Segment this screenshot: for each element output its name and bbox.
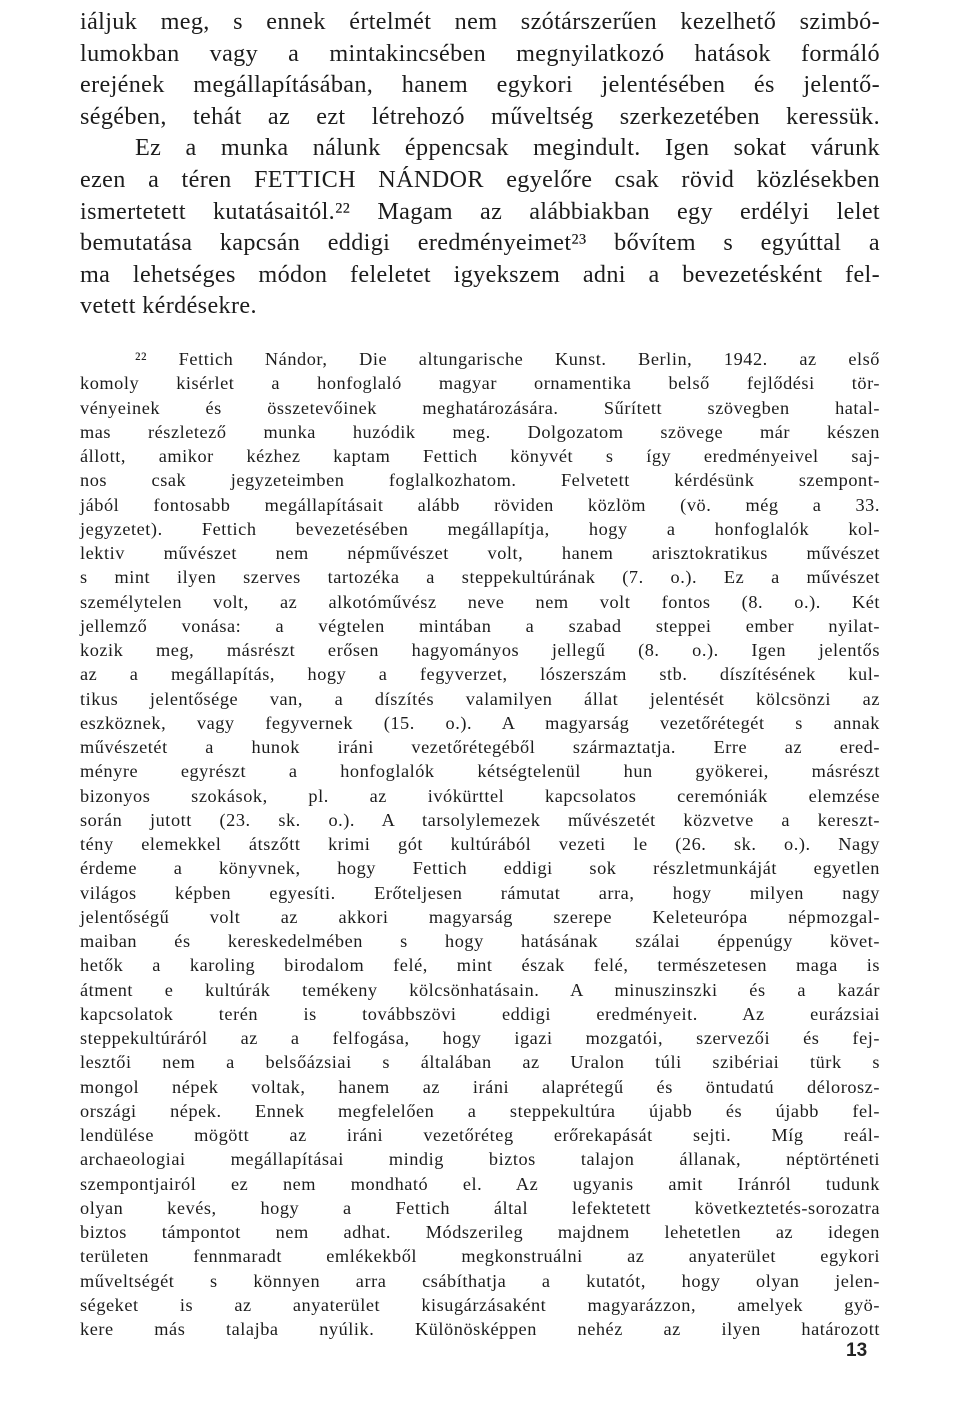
footnote-line: vényeinek és összetevőinek meghatározására. Sűrített szövegben hatal-	[80, 397, 880, 418]
footnote-line: mongol népek voltak, hanem az iráni alaprétegű és öntudatú délorosz-	[80, 1076, 880, 1097]
footnote-line: területen fennmaradt emlékekből megkonstruálni az anyaterület egykori	[80, 1246, 880, 1267]
footnote-line: országi népek. Ennek megfelelően a steppekultúra újabb és újabb fel-	[80, 1100, 880, 1121]
footnote-line: kozik meg, másrészt erősen hagyományos jellegű (8. o.). Igen jelentős	[80, 640, 880, 660]
footnote-line: steppekultúráról az a felfogása, hogy igazi mozgatói, szervezői és fej-	[80, 1028, 880, 1048]
footnote-line: jelentőségű volt az akkori magyarság szerepe Keleteurópa népmozgal-	[80, 906, 880, 927]
footnote-line: s mint ilyen szerves tartozéka a steppekultúrának (7. o.). Ez a művészet	[80, 567, 880, 588]
footnotes	[80, 347, 880, 1341]
footnote-line: világos képben egyesíti. Erőteljesen rámutat arra, hogy milyen nagy	[80, 882, 880, 903]
footnote-line: biztos támpontot nem adhat. Módszerileg majdnem lehetetlen az idegen	[80, 1222, 880, 1242]
footnote-line: során jutott (23. sk. o.). A tarsolylemezek művészetét közvetve a kereszt-	[80, 809, 880, 830]
footnote-line: lesztői nem a belsőázsiai s általában az Uralon túli szibériai türk s	[80, 1052, 880, 1073]
body-text	[80, 6, 880, 322]
page-number: 13	[846, 1340, 868, 1361]
footnote-line: tény elemekkel átszőtt krimi gót kultúrából vezeti le (26. sk. o.). Nagy	[80, 834, 880, 854]
footnote-line: kere más talajba nyúlik. Különösképpen nehéz az ilyen határozott	[80, 1319, 880, 1339]
footnote-line: bizonyos szokások, pl. az ivókürttel kapcsolatos ceremóniák elemzése	[80, 785, 880, 806]
footnote-line: szempontjairól ez nem mondható el. Az ugyanis amit Iránról tudunk	[80, 1173, 880, 1194]
footnote-line: ²² Fettich Nándor, Die altungarische Kunst. Berlin, 1942. az első	[135, 349, 880, 369]
footnote-line: hetők a karoling birodalom felé, mint észak felé, természetesen maga is	[80, 955, 880, 976]
body-line: bemutatása kapcsán eddigi eredményeimet²³ bővítem s egyúttal a	[80, 229, 880, 257]
body-line: lumokban vagy a mintakincsében megnyilatkozó hatások formáló	[80, 39, 880, 67]
footnote-line: ményre egyrészt a honfoglalók kétségtelenül hun gyökerei, másrészt	[80, 761, 880, 782]
footnote-line: jából fontosabb megállapításait alább röviden közlöm (vö. még a 33.	[80, 494, 880, 515]
footnote-line: nos csak jegyzeteimben foglalkozhatom. Felvetett kérdésünk szempont-	[80, 470, 880, 491]
body-line: Ez a munka nálunk éppencsak megindult. Igen sokat várunk	[135, 134, 880, 162]
footnote-line: eszköznek, vagy fegyvernek (15. o.). A magyarság vezetőrétegét s annak	[80, 712, 880, 733]
footnote-line: lendülése mögött az iráni vezetőréteg erőrekapását sejti. Míg reál-	[80, 1125, 880, 1145]
footnote-line: az a megállapítás, hogy a fegyverzet, lószerszám stb. díszítésének kul-	[80, 664, 880, 685]
footnote-line: kapcsolatok terén is továbbszövi eddigi eredményeit. Az eurázsiai	[80, 1003, 880, 1024]
footnote-line: maiban és kereskedelmében s hogy hatásának szálai éppenúgy követ-	[80, 931, 880, 951]
footnote-line: jegyzetet). Fettich bevezetésében megállapítja, hogy a honfoglalók kol-	[80, 518, 880, 539]
body-line: ezen a téren FETTICH NÁNDOR egyelőre csak rövid közlésekben	[80, 165, 880, 193]
footnote-line: személytelen volt, az alkotóművész neve nem volt fontos (8. o.). Két	[80, 591, 880, 612]
footnote-line: érdeme a könyvnek, hogy Fettich eddigi sok részletmunkáját egyetlen	[80, 858, 880, 879]
footnote-line: archaeologiai megállapításai mindig biztos talajon állanak, néptörténeti	[80, 1149, 880, 1170]
body-line: vetett kérdésekre.	[80, 292, 257, 320]
footnote-line: ségeket is az anyaterület kisugárzásaként magyarázzon, amelyek gyö-	[80, 1294, 880, 1315]
body-line: iáljuk meg, s ennek értelmét nem szótárszerűen kezelhető szimbó-	[80, 8, 880, 35]
footnote-line: műveltségét s könnyen arra csábíthatja a kutatót, hogy olyan jelen-	[80, 1270, 880, 1291]
footnote-line: művészetét a hunok iráni vezetőrétegéből származtatja. Erre az ered-	[80, 737, 880, 757]
body-line: ségében, tehát az ezt létrehozó műveltség szerkezetében keressük.	[80, 102, 880, 130]
footnote-line: jellemző vonása: a végtelen mintában a szabad steppei ember nyilat-	[80, 615, 880, 636]
body-line: ma lehetséges módon feleletet igyekszem adni a bevezetésként fel-	[80, 260, 880, 288]
footnote-line: lektiv művészet nem népművészet volt, hanem arisztokratikus művészet	[80, 543, 880, 563]
footnote-line: tikus jelentősége van, a díszítés valamilyen állat jelentését kölcsönzi az	[80, 688, 880, 709]
body-line: erejének megállapításában, hanem egykori jelentésében és jelentő-	[80, 71, 880, 99]
footnote-line: komoly kisérlet a honfoglaló magyar ornamentika belső fejlődési tör-	[80, 373, 880, 394]
footnote-line: átment e kultúrák temékeny kölcsönhatásain. A minuszinszki és a kazár	[80, 979, 880, 1000]
footnote-line: állott, amikor kézhez kaptam Fettich könyvét s így eredményeivel saj-	[80, 446, 880, 466]
body-line: ismertetett kutatásaitól.²² Magam az alábbiakban egy erdélyi lelet	[80, 197, 880, 225]
footnote-line: mas részletező munka huzódik meg. Dolgozatom szövege már készen	[80, 421, 880, 442]
footnote-line: olyan kevés, hogy a Fettich által lefektetett következtetés-sorozatra	[80, 1197, 880, 1218]
